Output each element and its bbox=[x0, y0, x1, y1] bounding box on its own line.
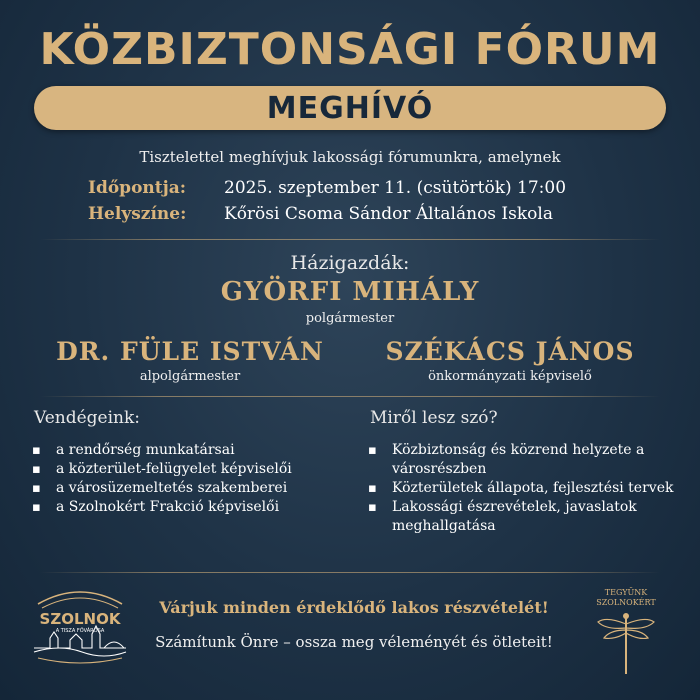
banner-label: MEGHÍVÓ bbox=[266, 90, 434, 126]
szolnok-logo bbox=[30, 582, 130, 682]
intro-text: Tisztelettel meghívjuk lakossági fórumunkra, amelynek bbox=[139, 148, 561, 166]
list-item: ▪ Közterületek állapota, fejlesztési tervek bbox=[366, 479, 676, 498]
list-item: ▪ Lakossági észrevételek, javaslatok meghallgatása bbox=[366, 498, 676, 536]
list-item: ▪ a városüzemeltetés szakemberei bbox=[30, 479, 350, 498]
list-item: ▪ a Szolnokért Frakció képviselői bbox=[30, 498, 350, 517]
guests-heading: Vendégeink: bbox=[34, 408, 141, 428]
divider-bottom bbox=[40, 572, 660, 573]
place-label: Helyszíne: bbox=[88, 204, 187, 224]
page-title: KÖZBIZTONSÁGI FÓRUM bbox=[39, 24, 661, 75]
divider-top bbox=[40, 239, 660, 240]
list-item: ▪ a közterület-felügyelet képviselői bbox=[30, 460, 350, 479]
host-right-name: SZÉKÁCS JÁNOS bbox=[385, 337, 635, 366]
divider-middle bbox=[40, 396, 660, 397]
tegyunk-szolnokert-logo bbox=[578, 588, 674, 678]
host-left-role: alpolgármester bbox=[139, 369, 241, 384]
footer-invite: Várjuk minden érdeklődő lakos részvételét! bbox=[159, 598, 549, 617]
list-item: ▪ Közbiztonság és közrend helyzete a városrészben bbox=[366, 441, 676, 479]
logo-line2: SZOLNOKÉRT bbox=[596, 598, 656, 607]
host-main-name: GYÖRFI MIHÁLY bbox=[220, 277, 480, 307]
szolnok-logo-tagline: A TISZA FŐVÁROSA bbox=[55, 628, 105, 634]
list-item: ▪ a rendőrség munkatársai bbox=[30, 441, 350, 460]
topics-list bbox=[366, 441, 676, 536]
time-value: 2025. szeptember 11. (csütörtök) 17:00 bbox=[224, 178, 567, 198]
host-right-role: önkormányzati képviselő bbox=[428, 369, 592, 384]
guests-list bbox=[30, 441, 350, 517]
place-value: Kőrösi Csoma Sándor Általános Iskola bbox=[224, 204, 553, 224]
dragonfly-icon bbox=[596, 610, 656, 676]
host-main-role: polgármester bbox=[305, 311, 395, 326]
host-left-name: DR. FÜLE ISTVÁN bbox=[56, 337, 324, 366]
topics-heading: Miről lesz szó? bbox=[370, 408, 498, 428]
footer-cta: Számítunk Önre – ossza meg véleményét és ötleteit! bbox=[155, 633, 553, 651]
logo-line1: TEGYÜNK bbox=[604, 588, 648, 597]
time-label: Időpontja: bbox=[88, 178, 187, 198]
invitation-banner bbox=[34, 86, 666, 130]
hosts-label: Házigazdák: bbox=[290, 252, 410, 274]
szolnok-logo-name: SZOLNOK bbox=[39, 610, 121, 628]
